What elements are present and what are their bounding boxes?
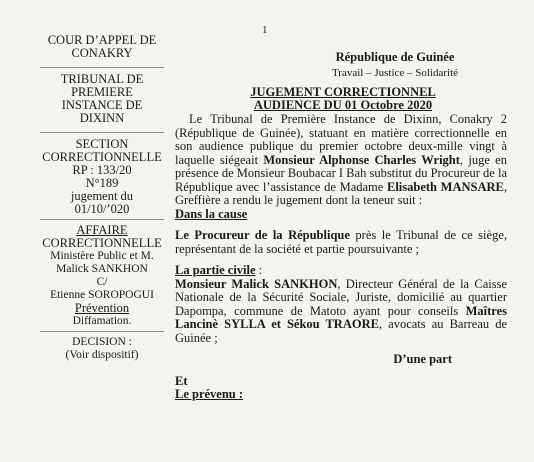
document-title <box>248 86 438 112</box>
court-name-line2: CONAKRY <box>71 46 133 60</box>
title-line2: AUDIENCE DU 01 Octobre 2020 <box>253 98 433 112</box>
prosecutor-text: près le Tribunal de ce siège, représentant de la société et partie poursuivante ; <box>175 228 507 256</box>
page-number: 1 <box>262 24 268 36</box>
divider <box>40 219 164 220</box>
parties-versus: C/ <box>96 276 108 288</box>
offense: Diffamation. <box>72 315 132 327</box>
dune-part: D’une part <box>393 352 452 366</box>
judgment-label: jugement du <box>70 189 134 203</box>
plaintiff-text-a: , Directeur Général de la Caisse Nationale de la Sécurité Sociale, Juriste, domicilié au quartier Dapompa, commune de Matoto ayant pour conseils <box>175 276 507 318</box>
section-line2: CORRECTIONNELLE <box>42 150 162 164</box>
tribunal-line1: TRIBUNAL DE <box>60 72 144 86</box>
decision-value: (Voir dispositif) <box>65 349 139 361</box>
affaire-line2: CORRECTIONNELLE <box>42 236 162 250</box>
plaintiff-text-b: , avocats au Barreau de Guinée ; <box>175 317 507 345</box>
plaintiff-name: Monsieur Malick SANKHON <box>175 276 338 291</box>
prosecutor-paragraph <box>175 229 507 256</box>
parties-line1: Ministère Public et M. <box>50 250 154 262</box>
judgment-number: N°189 <box>85 176 119 190</box>
country-name: République de Guinée <box>335 50 455 64</box>
civil-party-label: La partie civile <box>175 263 256 277</box>
judgment-body <box>175 113 507 402</box>
intro-text-a: Le Tribunal de Première Instance de Dixinn, Conakry 2 (République de Guinée), statuant en matière correctionnelle en son audience publique du premier octobre deux-mille vingt à laquelle siégeait <box>175 112 507 167</box>
affaire-line1: AFFAIRE <box>76 223 128 237</box>
decision-label: DECISION : <box>72 336 132 348</box>
section-line1: SECTION <box>75 137 129 151</box>
civil-party-suffix: : <box>255 263 263 277</box>
divider <box>40 132 164 133</box>
tribunal-line4: DIXINN <box>79 111 125 125</box>
judgment-date: 01/10/’020 <box>74 202 130 216</box>
tribunal-line3: INSTANCE DE <box>61 98 143 112</box>
prevention-label: Prévention <box>74 301 130 315</box>
intro-paragraph <box>175 113 507 208</box>
defendant-heading: Le prévenu : <box>175 387 244 401</box>
divider <box>40 331 164 332</box>
case-sidebar <box>40 34 164 362</box>
prosecutor-label: Le Procureur de la République <box>175 228 350 242</box>
intro-text-b: , juge en présence de Monsieur Boubacar I Bah substitut du Procureur de la République avec l’assistance de Madame <box>175 152 507 194</box>
divider <box>40 67 164 68</box>
clerk-name: Elisabeth MANSARE <box>387 179 504 194</box>
title-line1: JUGEMENT CORRECTIONNEL <box>250 85 436 99</box>
court-name-line1: COUR D’APPEL DE <box>47 33 157 47</box>
lawyers-names: Maîtres Lancinè SYLLA et Sékou TRAORE <box>175 303 507 331</box>
national-motto: Travail – Justice – Solidarité <box>331 67 459 79</box>
et-label: Et <box>175 373 188 388</box>
civil-party-heading <box>175 264 507 278</box>
intro-text-c: , Greffière a rendu le jugement dont la teneur suit : <box>175 179 507 207</box>
judge-name: Monsieur Alphonse Charles Wright <box>263 152 460 167</box>
plaintiff-paragraph <box>175 278 507 346</box>
parties-line3: Etienne SOROPOGUI <box>50 289 154 301</box>
tribunal-line2: PREMIERE <box>71 85 133 99</box>
parties-line2: Malick SANKHON <box>56 263 148 275</box>
republic-header <box>300 50 490 79</box>
dans-la-cause-heading: Dans la cause <box>175 206 248 221</box>
case-number: RP : 133/20 <box>72 163 132 177</box>
